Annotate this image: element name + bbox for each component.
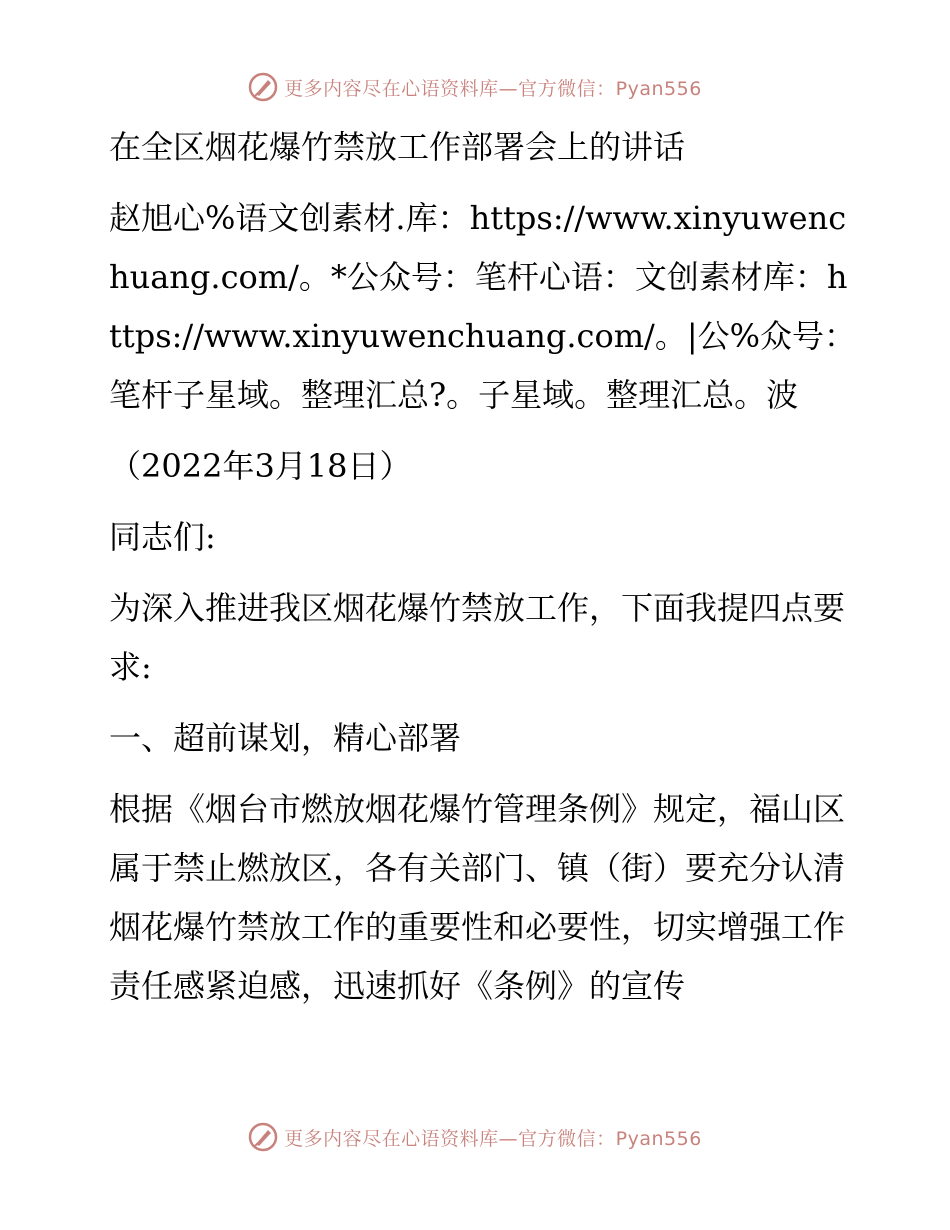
salutation: 同志们:: [109, 518, 216, 556]
intro-paragraph: 为深入推进我区烟花爆竹禁放工作，下面我提四点要求:: [109, 589, 846, 686]
quill-pen-seal-icon: [248, 1122, 278, 1152]
document-title: 在全区烟花爆竹禁放工作部署会上的讲话: [109, 128, 686, 166]
header-banner: [0, 72, 950, 102]
header-banner-text: 更多内容尽在心语资料库—官方微信：Pyan556: [284, 77, 702, 100]
document-date: （2022年3月18日）: [109, 447, 412, 485]
quill-pen-seal-icon: [248, 72, 278, 102]
section-1-heading: 一、超前谋划，精心部署: [109, 719, 462, 757]
document-body: [97, 118, 857, 1016]
footer-banner-text: 更多内容尽在心语资料库—官方微信：Pyan556: [284, 1127, 702, 1150]
author-line: 赵旭心%语文创素材.库：https://www.xinyuwenchuang.com/。*公众号：笔杆心语：文创素材库：https://www.xinyuwenchuang.com/。|公%众号：笔杆子星域。整理汇总?。子星域。整理汇总。波: [109, 199, 857, 414]
section-1-body: 根据《烟台市燃放烟花爆竹管理条例》规定，福山区属于禁止燃放区，各有关部门、镇（街）要充分认清烟花爆竹禁放工作的重要性和必要性，切实增强工作责任感紧迫感，迅速抓好《条例》的宣传: [109, 790, 846, 1005]
footer-banner: [0, 1122, 950, 1152]
